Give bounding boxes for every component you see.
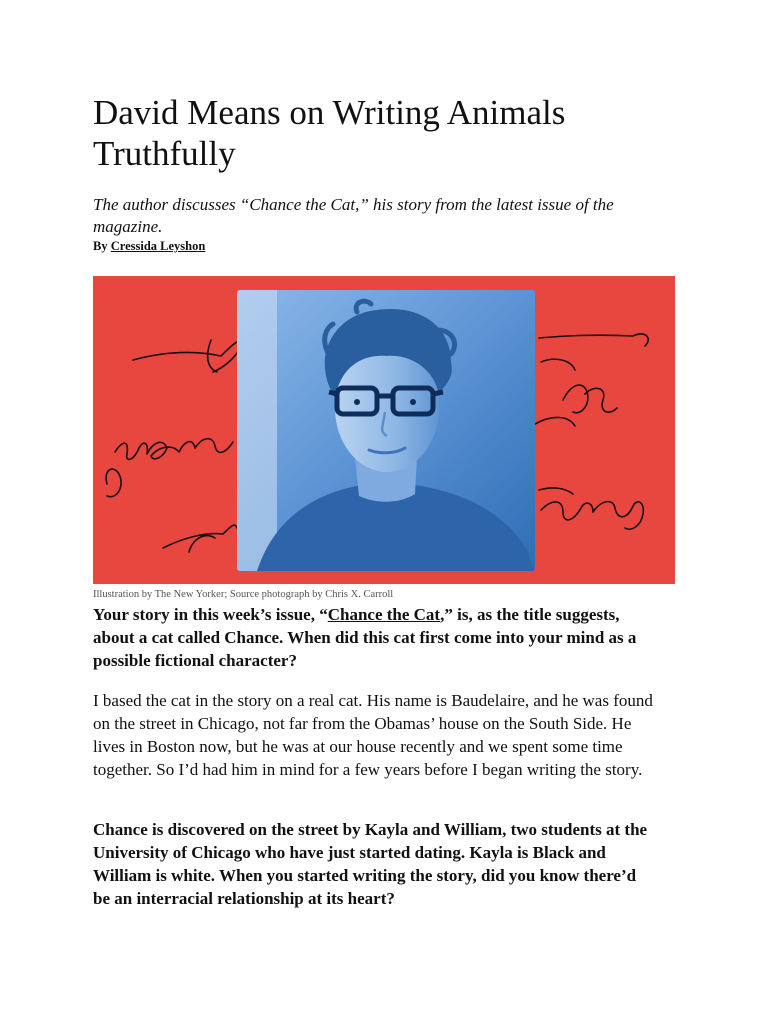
article-title: David Means on Writing Animals Truthfully (93, 93, 566, 173)
question-2: Chance is discovered on the street by Kayla and William, two students at the University of Chicago who have just started dating. Kayla is Black and William is white. When you started writing the story, did you know there’d be an interracial relationship at its heart? (93, 820, 648, 908)
question-1 (93, 603, 653, 672)
author-portrait (237, 290, 535, 571)
question-1-prefix: Your story in this week’s issue, “ (93, 605, 328, 624)
byline (93, 238, 205, 254)
image-caption: Illustration by The New Yorker; Source photograph by Chris X. Carroll (93, 589, 394, 600)
hero-illustration (93, 276, 675, 584)
answer-1: I based the cat in the story on a real cat. His name is Baudelaire, and he was found on the street in Chicago, not far from the Obamas’ house on the South Side. He lives in Boston now, but he was at our house recently and we spent some time together. So I’d had him in mind for a few years before I began writing the story. (93, 691, 653, 779)
question-1-suffix: ,” is, as the title suggests, about a cat called Chance. When did this cat first come into your mind as a possible fictional character? (93, 605, 637, 670)
portrait-photo (237, 290, 535, 571)
author-link[interactable]: Cressida Leyshon (110, 239, 206, 253)
byline-prefix: By (93, 239, 111, 253)
article-dek: The author discusses “Chance the Cat,” his story from the latest issue of the magazine. (93, 195, 614, 236)
story-link[interactable]: Chance the Cat (327, 605, 441, 624)
